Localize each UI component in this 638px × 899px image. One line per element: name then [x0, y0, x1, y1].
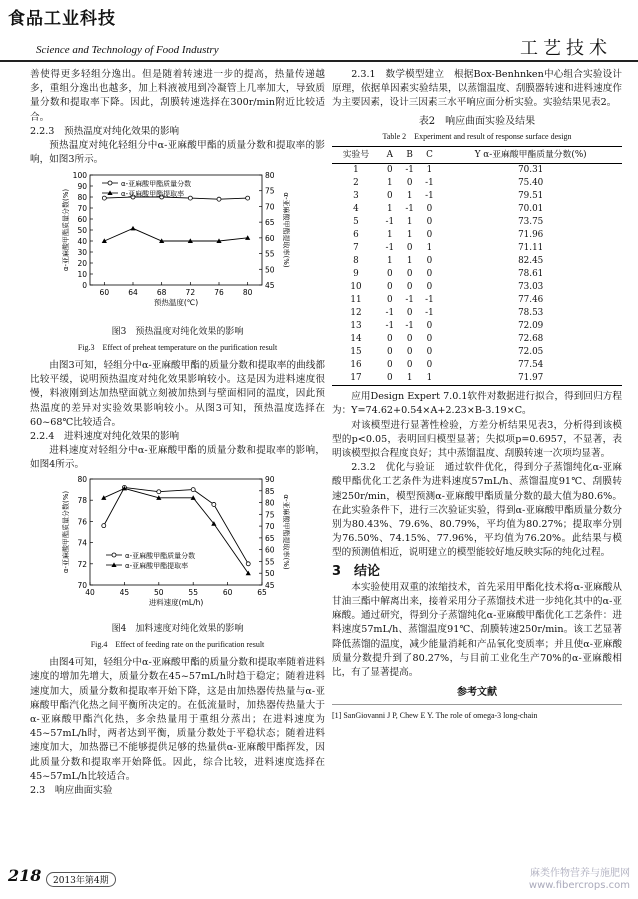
table-cell: 7 [353, 243, 359, 254]
table-cell: -1 [405, 204, 414, 215]
table-cell: -1 [385, 217, 395, 228]
y2-tick-label: 50 [265, 265, 275, 275]
data-point [102, 197, 106, 201]
section-heading: 3 结论 [332, 563, 381, 579]
table-cell: 0 [387, 295, 393, 306]
table-cell: 0 [387, 269, 393, 280]
data-point [217, 198, 221, 202]
y2-tick-label: 90 [265, 474, 275, 484]
paragraph: 对该模型进行显著性检验，方差分析结果见表3，分析得到该模型的p<0.05，表明回归模型显著；失拟项p=0.6957，不显著，表明该模型拟合程度良好；其中蒸馏温度、刮膜转速一次项均显著。 [332, 419, 622, 460]
table-cell: 77.54 [518, 360, 544, 371]
right-column [332, 68, 622, 724]
x-tick-label: 45 [119, 587, 130, 597]
table-cell: 0 [387, 347, 393, 358]
x-tick-label: 72 [185, 288, 196, 298]
figure-4-chart [30, 473, 325, 615]
table-row [332, 320, 622, 333]
y2-tick-label: 45 [265, 281, 275, 291]
subsection-heading: 2.2.3 预热温度对纯化效果的影响 [30, 125, 180, 137]
table-cell: 5 [353, 217, 359, 228]
table-row [332, 333, 622, 346]
x-axis-label: 进料速度(mL/h) [148, 597, 204, 607]
table-cell: 9 [353, 269, 359, 280]
table-cell: 1 [400, 372, 420, 386]
figure-3-chart [30, 167, 325, 317]
table-row [332, 255, 622, 268]
legend-label: α-亚麻酸甲酯质量分数 [125, 551, 196, 560]
table-cell: 70.31 [518, 165, 544, 176]
y-tick-label: 20 [77, 259, 87, 269]
table-cell: 12 [350, 308, 362, 319]
table-header: B [400, 147, 420, 164]
table-row [332, 281, 622, 294]
y2-tick-label: 55 [265, 557, 275, 567]
table-cell: 0 [380, 372, 400, 386]
y-tick-label: 60 [77, 215, 87, 225]
table-cell: 1 [406, 217, 413, 228]
table-cell: 72.68 [518, 334, 544, 345]
page-number: 218 [8, 866, 42, 885]
paragraph: 应用Design Expert 7.0.1软件对数据进行拟合，得到回归方程为：Y=74.62+0.54×A+2.23×B-3.19×C。 [332, 391, 622, 417]
y-tick-label: 100 [72, 171, 87, 181]
table-cell: 70.01 [518, 204, 544, 215]
x-tick-label: 65 [257, 587, 267, 597]
y2-tick-label: 70 [265, 521, 275, 531]
table-cell: 79.51 [518, 191, 544, 202]
table-cell: 11 [350, 295, 362, 306]
table-cell: 73.75 [518, 217, 544, 228]
table-cell: 1 [420, 372, 440, 386]
table-cell: 0 [406, 308, 413, 319]
subsection-heading: 2.3 响应曲面实验 [30, 785, 113, 797]
results-table [332, 146, 622, 386]
paragraph: 由图3可知，轻组分中α-亚麻酸甲酯的质量分数和提取率的曲线都比较平缓，说明预热温度对纯化效果影响较小。这是因为进料速度很慢，料液刚到达加热壁面就立刻被加热到与壁面相同的温度，因此预热温度的差异对实验效果影响较小。从图3可知，预热温度选择在60~68℃比较适合。 [30, 360, 325, 428]
y2-tick-label: 80 [265, 498, 275, 508]
table-cell: 0 [387, 360, 393, 371]
table-cell: 0 [426, 334, 433, 345]
table-cell: 78.53 [518, 308, 544, 319]
data-point [246, 561, 250, 565]
table-header: Y α-亚麻酸甲酯质量分数(%) [439, 147, 622, 164]
paragraph: 本实验使用双重的浓缩技术，首先采用甲酯化技术将α-亚麻酸从甘油三酯中解离出来，接着采用分子蒸馏技术进一步纯化其中的α-亚麻酸。通过研究，得到分子蒸馏纯化α-亚麻酸甲酯优化工艺条件：进料速度57mL/h、蒸馏温度91℃、刮膜转速250r/min。该工艺显著降低蒸馏的温度，减少能量消耗和产品氧化变质率；并且使α-亚麻酸质量分数提升到了80.27%，与目前工业化生产70%的α-亚麻酸相比，有了显著提高。 [332, 581, 622, 679]
y2-tick-label: 55 [265, 249, 275, 259]
y-tick-label: 30 [77, 248, 87, 258]
table-cell: 4 [353, 204, 359, 215]
table-cell: 0 [426, 269, 433, 280]
y-tick-label: 70 [77, 580, 87, 590]
data-point [101, 495, 106, 500]
table-cell: -1 [385, 321, 395, 332]
paragraph: 2.3.2 优化与验证 通过软件优化，得到分子蒸馏纯化α-亚麻酸甲酯优化工艺条件为进料速度57mL/h、蒸馏温度91℃、刮膜转速250r/min，模型预测α-亚麻酸甲酯质量分数的最大值为80.6%。在此实验条件下，进行三次验证实验，得到α-亚麻酸甲酯质量分数分别为80.43%、79.6%、80.79%，平均值为80.27%；提取率分别为76.50%、74.15%、77.96%，平均值为76.20%。此结果与模型的预测值相近，说明建立的模型能较好地反映实际的纯化过程。 [332, 462, 622, 559]
y2-tick-label: 65 [265, 533, 275, 543]
data-point [191, 487, 195, 491]
paragraph: 预热温度对纯化轻组分中α-亚麻酸甲酯的质量分数和提取率的影响，如图3所示。 [30, 140, 325, 166]
table-cell: -1 [385, 308, 395, 319]
table-cell: 0 [426, 360, 433, 371]
header-rule [0, 60, 638, 62]
subsection-heading: 2.2.4 进料速度对纯化效果的影响 [30, 431, 180, 443]
table-cell: 72.09 [518, 321, 544, 332]
table-cell: 1 [406, 191, 413, 202]
x-tick-label: 60 [99, 288, 110, 298]
y-tick-label: 10 [77, 270, 87, 280]
y-tick-label: 70 [77, 204, 87, 214]
y-tick-label: 90 [77, 182, 87, 192]
data-point [246, 197, 250, 201]
y2-tick-label: 65 [265, 218, 275, 228]
table-cell: 2 [353, 178, 359, 189]
reference-item: [1] SanGiovanni J P, Chew E Y. The role of omega-3 long-chain [332, 704, 622, 723]
table-cell: 1 [387, 178, 393, 189]
y-tick-label: 50 [77, 226, 87, 236]
paragraph: 由图4可知，轻组分中α-亚麻酸甲酯的质量分数和提取率随着进料速度的增加先增大，质量分数在45~57mL/h时趋于稳定；随着进料速度加大，质量分数和提取率开始下降，这是由加热器传热量与α-亚麻酸甲酯汽化热之间平衡所决定的。在低流量时，加热器传热量大于α-亚麻酸甲酯汽化热，多余热量用于重组分蒸出；在进料速度为45~57mL/h时，两者达到平衡，质量分数处于平稳状态；随着进料速度加大，加热器已不能够提供足够的热量供α-亚麻酸甲酯挥发，因此质量分数和提取率开始降低。因此，综合比较，进料速度选择在45~57mL/h比较适合。 [30, 657, 325, 782]
x-tick-label: 60 [222, 587, 233, 597]
table-cell: 1 [387, 204, 393, 215]
table-cell: 0 [387, 191, 393, 202]
table-cell: 0 [426, 282, 433, 293]
paragraph: 进料速度对轻组分中α-亚麻酸甲酯的质量分数和提取率的影响，如图4所示。 [30, 445, 325, 471]
y-tick-label: 72 [77, 559, 87, 569]
table-cell: 1 [353, 165, 359, 176]
table-cell: 1 [406, 256, 413, 267]
table-header: C [420, 147, 440, 164]
journal-logo: 食品工业科技 [8, 9, 116, 29]
watermark [529, 868, 630, 892]
series-line [104, 488, 248, 573]
table-cell: 15 [350, 347, 362, 358]
table-cell: -1 [385, 243, 395, 254]
data-point [102, 523, 106, 527]
table-row [332, 242, 622, 255]
y-tick-label: 76 [77, 517, 87, 527]
figure-3-caption-en: Fig.3 Effect of preheat temperature on the purification result [77, 342, 278, 352]
table-cell: -1 [405, 295, 414, 306]
y-tick-label: 40 [77, 237, 87, 247]
data-point [130, 226, 135, 231]
table-cell: -1 [425, 178, 434, 189]
table-row [332, 307, 622, 320]
table-header: 实验号 [332, 147, 380, 164]
table-cell: 8 [353, 256, 359, 267]
table-cell: 1 [426, 243, 433, 254]
table-cell: 71.96 [518, 230, 544, 241]
table-cell: 0 [426, 217, 433, 228]
table-cell: 0 [406, 334, 413, 345]
y-tick-label: 78 [77, 495, 87, 505]
data-point [212, 502, 216, 506]
x-tick-label: 68 [156, 288, 167, 298]
issue-badge: 2013年第4期 [46, 872, 116, 887]
paragraph: 善使得更多轻组分逸出。但是随着转速进一步的提高，热量传递越多，重组分逸出也越多，加上料液被甩到冷凝管上几率加大，导致质量分数和提取率下降。因此，刮膜转速选择在300r/min附近比较适合。 [30, 69, 325, 123]
table-row [332, 190, 622, 203]
table-cell: 17 [332, 372, 380, 386]
table-cell: -1 [425, 191, 434, 202]
table-row [332, 372, 622, 386]
table-cell: 0 [387, 282, 393, 293]
legend-label: α-亚麻酸甲酯提取率 [121, 190, 185, 199]
watermark-url: www.fibercrops.com [528, 880, 630, 891]
table-cell: 1 [387, 256, 393, 267]
y-axis-label: α-亚麻酸甲酯质量分数(%) [62, 189, 70, 272]
table-2-title: 表2 响应曲面实验及结果 [418, 115, 536, 127]
table-cell: 0 [406, 269, 413, 280]
x-axis-label: 预热温度(℃) [153, 298, 199, 308]
table-cell: 0 [387, 165, 393, 176]
section-title: 工艺技术 [520, 38, 612, 59]
table-cell: 0 [406, 243, 413, 254]
table-cell: 0 [426, 256, 433, 267]
figure-3-caption: 图3 预热温度对纯化效果的影响 [111, 326, 244, 337]
y-tick-label: 80 [77, 474, 87, 484]
table-cell: 0 [426, 230, 433, 241]
y2-axis-label: α-亚麻酸甲酯提取率(%) [282, 494, 290, 570]
table-row [332, 359, 622, 372]
x-tick-label: 50 [154, 587, 164, 597]
table-cell: 71.11 [518, 243, 544, 254]
table-cell: 0 [406, 360, 413, 371]
table-row [332, 177, 622, 190]
left-column [30, 68, 325, 798]
references-heading: 参考文献 [457, 687, 497, 699]
table-row [332, 294, 622, 307]
table-cell: 71.97 [439, 372, 622, 386]
legend-label: α-亚麻酸甲酯质量分数 [121, 180, 192, 189]
table-2-title-en: Table 2 Experiment and result of response surface design [382, 131, 572, 141]
journal-english-title: Science and Technology of Food Industry [36, 44, 219, 56]
table-row [332, 229, 622, 242]
y2-tick-label: 75 [265, 509, 275, 519]
table-cell: 3 [353, 191, 359, 202]
y-tick-label: 74 [77, 538, 87, 548]
table-cell: 0 [426, 204, 433, 215]
figure-4-caption-en: Fig.4 Effect of feeding rate on the purification result [90, 640, 265, 650]
table-cell: 0 [406, 282, 413, 293]
data-point [102, 239, 107, 244]
table-row [332, 268, 622, 281]
legend-label: α-亚麻酸甲酯提取率 [125, 561, 189, 570]
table-cell: 77.46 [518, 295, 544, 306]
y2-tick-label: 45 [265, 580, 275, 590]
table-row [332, 216, 622, 229]
data-point [188, 197, 192, 201]
data-point [245, 236, 250, 241]
y2-tick-label: 60 [265, 545, 275, 555]
table-cell: 78.61 [518, 269, 544, 280]
x-tick-label: 55 [188, 587, 198, 597]
table-cell: 73.03 [518, 282, 544, 293]
y-axis-label: α-亚麻酸甲酯质量分数(%) [62, 490, 70, 573]
table-cell: 0 [406, 178, 413, 189]
table-cell: 16 [350, 360, 362, 371]
y2-tick-label: 85 [265, 486, 275, 496]
table-cell: 13 [350, 321, 362, 332]
table-cell: 0 [387, 334, 393, 345]
watermark-line: 麻类作物营养与施肥网 [530, 868, 630, 879]
table-cell: 75.40 [518, 178, 544, 189]
y2-axis-label: α-亚麻酸甲酯提取率(%) [282, 192, 290, 269]
table-cell: -1 [425, 308, 434, 319]
series-line [104, 229, 247, 242]
x-tick-label: 64 [128, 288, 138, 298]
y2-tick-label: 75 [265, 187, 275, 197]
table-cell: 14 [350, 334, 362, 345]
table-row [332, 164, 622, 178]
figure-4-caption: 图4 加料速度对纯化效果的影响 [111, 623, 244, 634]
legend-marker [108, 181, 112, 185]
table-cell: 82.45 [518, 256, 544, 267]
table-cell: 0 [426, 321, 433, 332]
y2-tick-label: 60 [265, 234, 275, 244]
table-cell: 72.05 [518, 347, 544, 358]
table-cell: 1 [406, 230, 413, 241]
y-tick-label: 0 [82, 281, 87, 291]
table-row [332, 203, 622, 216]
x-tick-label: 40 [85, 587, 95, 597]
table-header: A [380, 147, 400, 164]
paragraph: 2.3.1 数学模型建立 根据Box-Benhnken中心组合实验设计原理，依据单因素实验结果，以蒸馏温度、刮膜器转速和进料速度作为主要因素，设计三因素三水平响应面分析实验。实验结果见表2。 [332, 69, 622, 109]
table-cell: 0 [406, 347, 413, 358]
y2-tick-label: 70 [265, 202, 275, 212]
table-cell: 0 [426, 347, 433, 358]
legend-marker [112, 553, 116, 557]
table-cell: -1 [405, 321, 414, 332]
table-row [332, 346, 622, 359]
table-cell: 1 [426, 165, 433, 176]
table-cell: 6 [353, 230, 359, 241]
table-cell: 10 [350, 282, 362, 293]
table-cell: -1 [425, 295, 434, 306]
x-tick-label: 80 [242, 288, 253, 298]
table-cell: 1 [387, 230, 393, 241]
y-tick-label: 80 [77, 193, 87, 203]
y2-tick-label: 50 [265, 568, 275, 578]
y2-tick-label: 80 [265, 171, 275, 181]
data-point [157, 489, 161, 493]
x-tick-label: 76 [214, 288, 224, 298]
table-cell: -1 [405, 165, 414, 176]
